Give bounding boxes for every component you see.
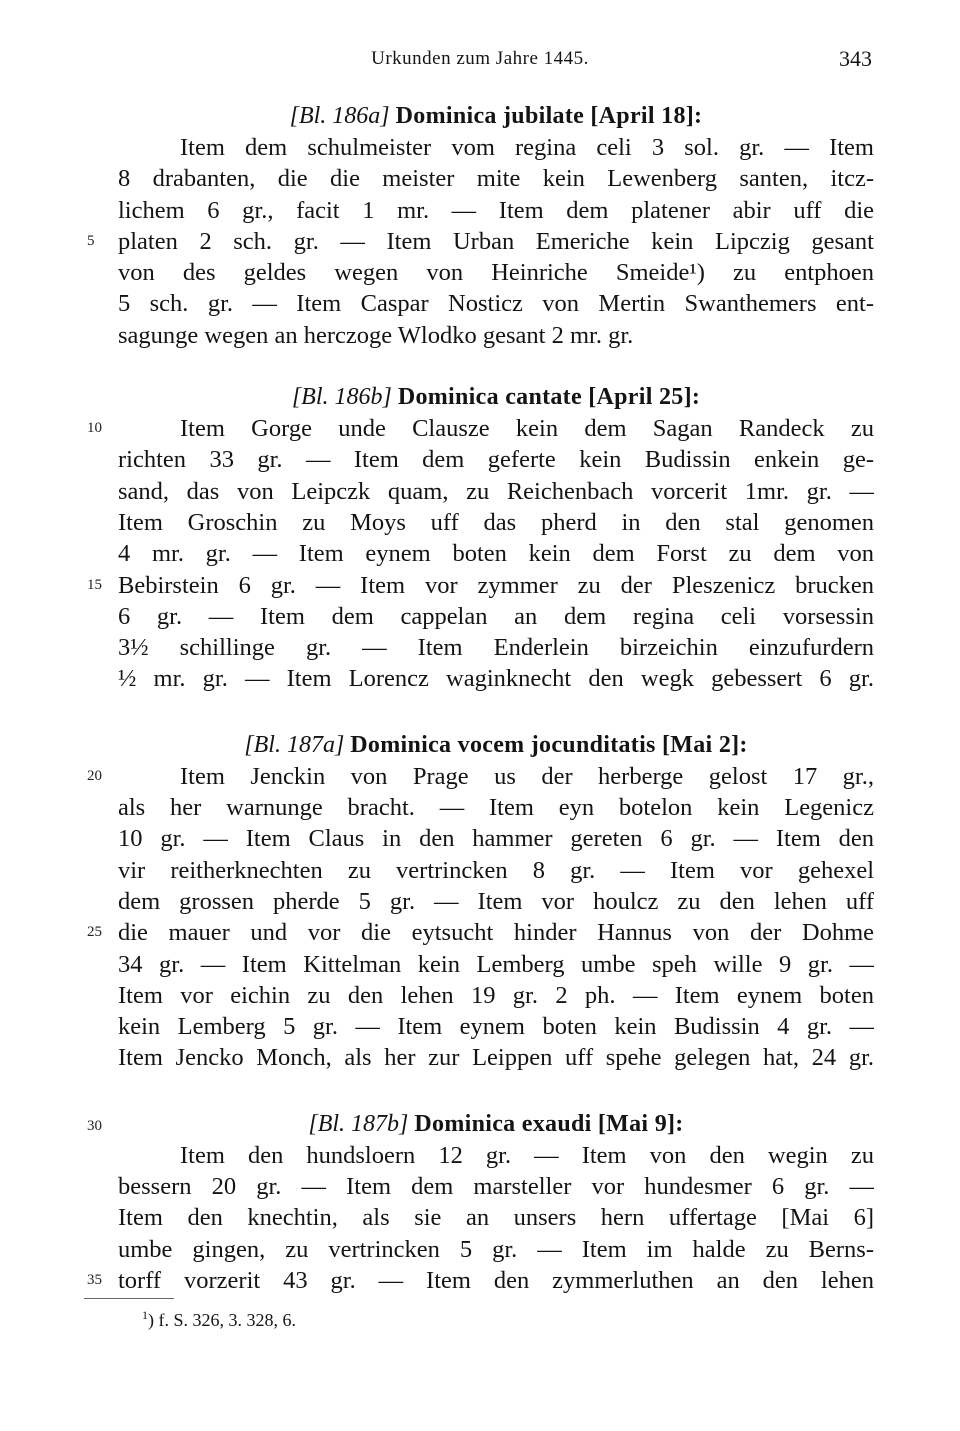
line-text: 3½ schillinge gr. — Item Enderlein birzeichin einzufurdern [118,634,874,662]
line-number: 35 [87,1271,102,1288]
text-line [118,1171,874,1202]
footnote-rule [84,1298,174,1299]
line-text: richten 33 gr. — Item dem geferte kein Budissin enkein ge- [118,446,874,474]
line-text: 4 mr. gr. — Item eynem boten kein dem Forst zu dem von [118,540,874,568]
text-line [118,1011,874,1042]
entry-section [87,100,874,351]
text-line [118,163,874,194]
folio-reference: [Bl. 187b] [308,1110,409,1137]
line-text: umbe gingen, zu vertrincken 5 gr. — Item im halde zu Berns- [118,1235,874,1263]
page-number: 343 [839,46,872,71]
line-text: lichem 6 gr., facit 1 mr. — Item dem platener abir uff die [118,196,874,224]
section-heading [118,729,874,761]
entry-section [87,729,874,1074]
text-line [87,413,874,444]
text-line [118,507,874,538]
line-text: bessern 20 gr. — Item dem marsteller vor hundesmer 6 gr. — [118,1173,874,1201]
text-line [118,792,874,823]
text-line [87,570,874,601]
text-line [118,195,874,226]
text-line [118,855,874,886]
text-line [118,1202,874,1233]
line-text: 6 gr. — Item dem cappelan an dem regina celi vorsessin [118,602,874,630]
line-number: 15 [87,576,102,593]
line-text: 5 sch. gr. — Item Caspar Nosticz von Mertin Swanthemers ent- [118,290,874,318]
text-line [118,949,874,980]
text-line [118,288,874,319]
running-head-title: Urkunden zum Jahre 1445. [371,48,589,69]
line-number: 20 [87,767,102,784]
text-line [118,632,874,663]
text-line [118,476,874,507]
line-text: Item Jenckin von Prage us der herberge gelost 17 gr., [180,762,874,790]
line-text: Item den hundsloern 12 gr. — Item von den wegin zu [180,1141,874,1169]
line-text: torff vorzerit 43 gr. — Item den zymmerluthen an den lehen [118,1266,874,1294]
section-heading [118,381,874,413]
line-text: die mauer und vor die eytsucht hinder Hannus von der Dohme [118,919,874,947]
text-line [118,538,874,569]
line-text: von des geldes wegen von Heinriche Smeide¹) zu entphoen [118,259,874,287]
footnote-mark: 1 [142,1308,148,1322]
text-line [118,823,874,854]
line-text: 10 gr. — Item Claus in den hammer gereten 6 gr. — Item den [118,825,874,853]
text-line [87,761,874,792]
text-line [118,320,874,351]
line-number: 10 [87,420,102,437]
line-text: ½ mr. gr. — Item Lorencz waginknecht den wegk gebessert 6 gr. [118,665,874,693]
line-text: Item vor eichin zu den lehen 19 gr. 2 ph. — Item eynem boten [118,981,874,1009]
line-number: 25 [87,924,102,941]
line-text: vir reitherknechten zu vertrincken 8 gr. — Item vor gehexel [118,856,874,884]
line-text: 8 drabanten, die die meister mite kein Lewenberg santen, itcz- [118,165,874,193]
entry-section [87,1108,874,1296]
folio-reference: [Bl. 186b] [291,384,392,411]
body-text [87,100,874,1296]
footnote [142,1308,296,1331]
text-line [118,1234,874,1265]
line-text: dem grossen pherde 5 gr. — Item vor houlcz zu den lehen uff [118,887,874,915]
line-number: 30 [87,1117,102,1134]
line-text: sand, das von Leipczk quam, zu Reichenbach vorcerit 1mr. gr. — [118,477,874,505]
line-text: Item dem schulmeister vom regina celi 3 sol. gr. — Item [180,134,874,161]
text-line [87,1265,874,1296]
line-text: kein Lemberg 5 gr. — Item eynem boten kein Budissin 4 gr. — [118,1013,874,1041]
text-line [118,1140,874,1171]
line-text: sagunge wegen an herczoge Wlodko gesant 2 mr. gr. [118,321,634,349]
line-number: 5 [87,232,95,249]
text-line [118,601,874,632]
line-text: Bebirstein 6 gr. — Item vor zymmer zu der Pleszenicz brucken [118,571,874,599]
line-text: platen 2 sch. gr. — Item Urban Emeriche kein Lipczig gesant [118,227,874,255]
line-text: als her warnunge bracht. — Item eyn botelon kein Legenicz [118,794,874,822]
section-title: Dominica jubilate [April 18]: [395,103,703,129]
section-title: Dominica cantate [April 25]: [397,384,701,411]
text-line [87,917,874,948]
line-text: Item den knechtin, als sie an unsers hern uffertage [Mai 6] [118,1204,874,1232]
section-gap [118,351,874,381]
text-line [118,257,874,288]
text-line [118,1042,874,1073]
section-gap [118,1074,874,1108]
line-text: Item Jencko Monch, als her zur Leippen uff spehe gelegen hat, 24 gr. [118,1044,874,1072]
line-text: Item Groschin zu Moys uff das pherd in den stal genomen [118,508,874,536]
section-title: Dominica exaudi [Mai 9]: [414,1110,684,1137]
footnote-text: ) f. S. 326, 3. 328, 6. [148,1310,296,1330]
text-line [118,663,874,694]
line-text: 34 gr. — Item Kittelman kein Lemberg umbe speh wille 9 gr. — [118,950,874,978]
entry-section [87,381,874,695]
section-heading [87,1108,874,1140]
text-line [118,980,874,1011]
section-gap [118,695,874,729]
line-text: Item Gorge unde Clausze kein dem Sagan Randeck zu [180,415,874,443]
running-head [0,44,960,78]
section-heading [118,100,874,132]
text-line [87,226,874,257]
folio-reference: [Bl. 186a] [289,103,390,129]
section-title: Dominica vocem jocunditatis [Mai 2]: [350,731,748,758]
folio-reference: [Bl. 187a] [244,731,345,758]
text-line [118,886,874,917]
text-line [118,132,874,163]
text-line [118,444,874,475]
